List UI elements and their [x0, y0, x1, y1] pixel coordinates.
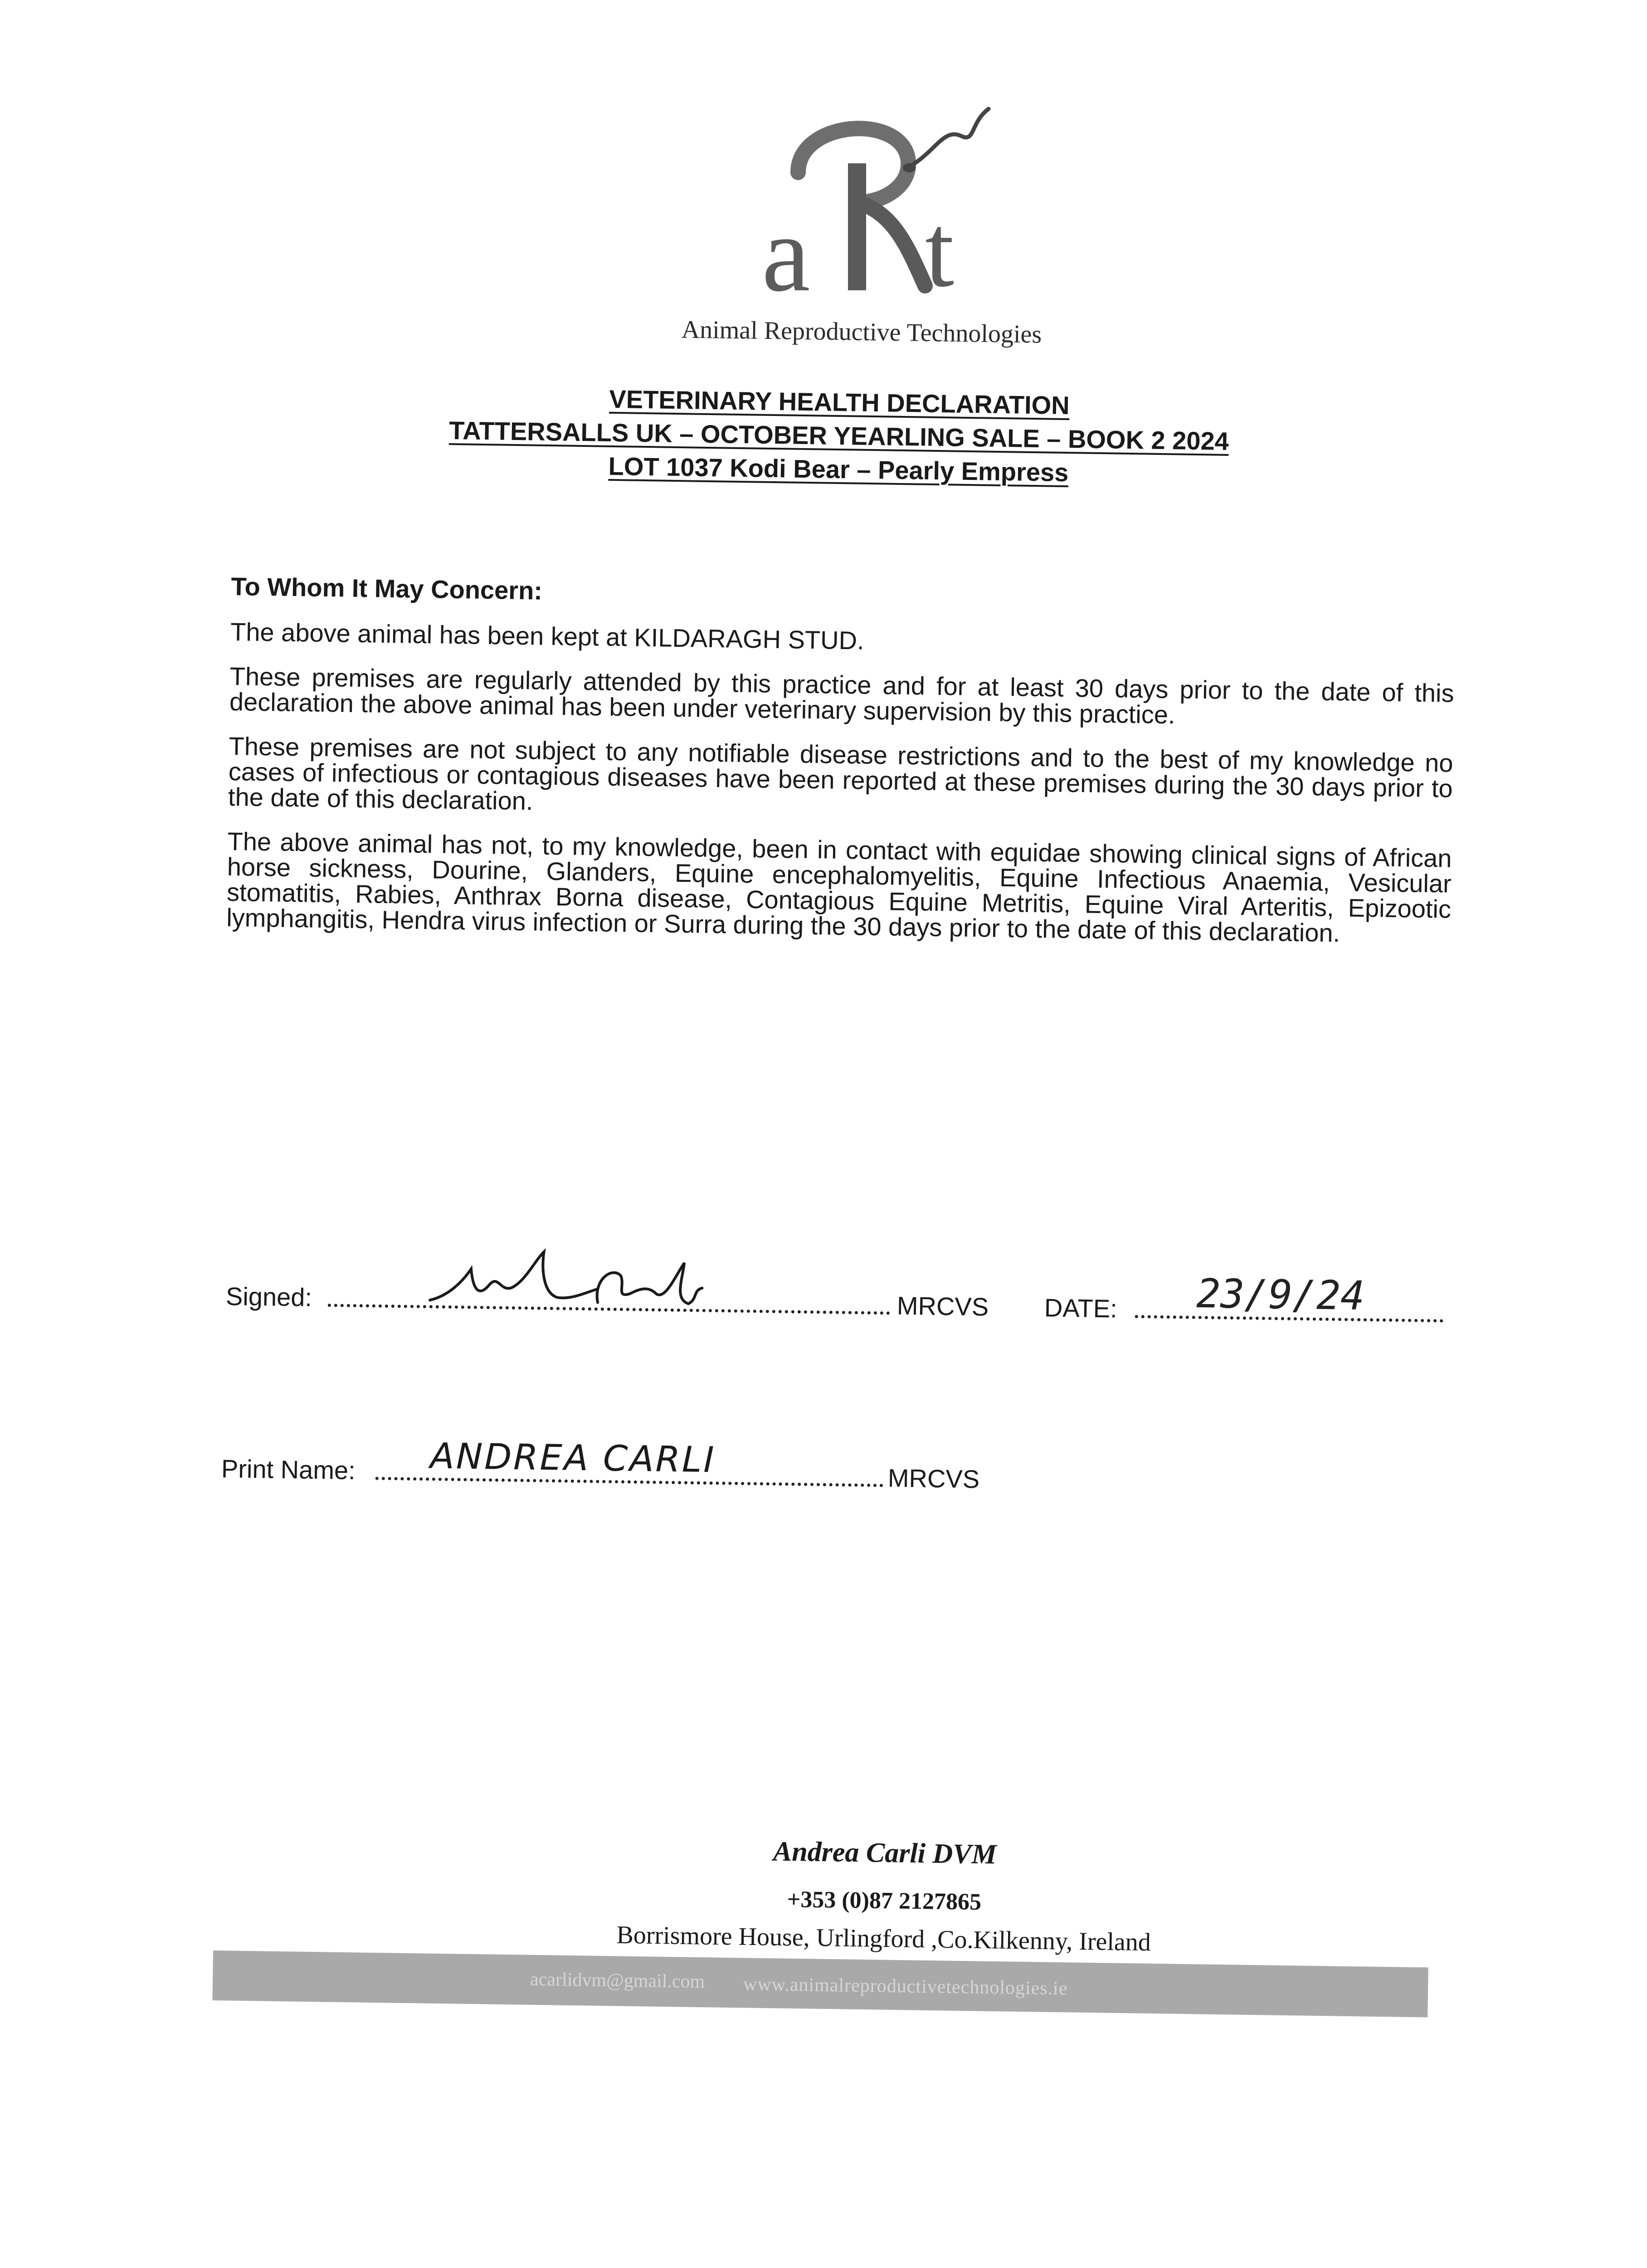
footer-email[interactable]: acarlidvm@gmail.com — [530, 1969, 705, 1993]
heading-sale: TATTERSALLS UK – OCTOBER YEARLING SALE – BOOK 2 2024 — [448, 415, 1229, 456]
footer-contact — [521, 1832, 1247, 1958]
handwritten-date: 23/9/24 — [1196, 1270, 1365, 1320]
svg-text:t: t — [925, 193, 954, 308]
signed-label: Signed: — [225, 1281, 312, 1312]
footer-bar — [212, 1950, 1428, 2017]
heading-lot: LOT 1037 Kodi Bear – Pearly Empress — [608, 451, 1069, 487]
handwritten-print-name — [425, 1413, 716, 1486]
logo-tagline: Animal Reproductive Technologies — [681, 315, 1042, 349]
handwritten-signature — [420, 1241, 721, 1322]
art-logo — [744, 95, 998, 322]
paragraph-premises: The above animal has been kept at KILDARAGH STUD. — [230, 617, 865, 655]
footer-name: Andrea Carli DVM — [773, 1836, 997, 1870]
heading-title: VETERINARY HEALTH DECLARATION — [609, 384, 1070, 420]
date-label: DATE: — [1044, 1293, 1118, 1323]
footer-address: Borrismore House, Urlingford ,Co.Kilkenny, Ireland — [616, 1921, 1151, 1957]
footer-website[interactable]: www.animalreproductivetechnologies.ie — [743, 1974, 1068, 1999]
print-name-label: Print Name: — [221, 1454, 356, 1485]
svg-text:a: a — [762, 193, 810, 314]
declaration-body — [226, 572, 1455, 967]
footer-phone: +353 (0)87 2127865 — [787, 1887, 982, 1915]
paragraph-contact: The above animal has not, to my knowledge, been in contact with equidae showing clinical signs of African horse sickness, Dourine, Glanders, Equine encephalomyelitis, Equine Infectious Anaemia, Vesicular stomatitis, Rabies, Anthrax Borna disease, Contagious Equine Metritis, Equine Viral Arteritis, Epizootic lymphangitis, Hendra virus infection or Surra during the 30 days prior to the date of this declaration. — [226, 826, 1452, 948]
document-heading — [408, 380, 1271, 493]
mrcvs-label: MRCVS — [897, 1291, 989, 1321]
print-name-row — [221, 1406, 1474, 1515]
signature-row — [225, 1234, 1478, 1342]
svg-text:ANDREA CARLI: ANDREA CARLI — [429, 1436, 716, 1481]
print-mrcvs-label: MRCVS — [887, 1463, 980, 1494]
paragraph-supervision: These premises are regularly attended by this practice and for at least 30 days prior to the date of this declaration the above animal has been under veterinary supervision by this practice. — [229, 661, 1454, 729]
paragraph-restrictions: These premises are not subject to any notifiable disease restrictions and to the best of my knowledge no cases of infectious or contagious diseases have been reported at these premises during the 30 days prior to the date of this declaration. — [228, 731, 1453, 816]
salutation: To Whom It May Concern: — [231, 572, 543, 605]
